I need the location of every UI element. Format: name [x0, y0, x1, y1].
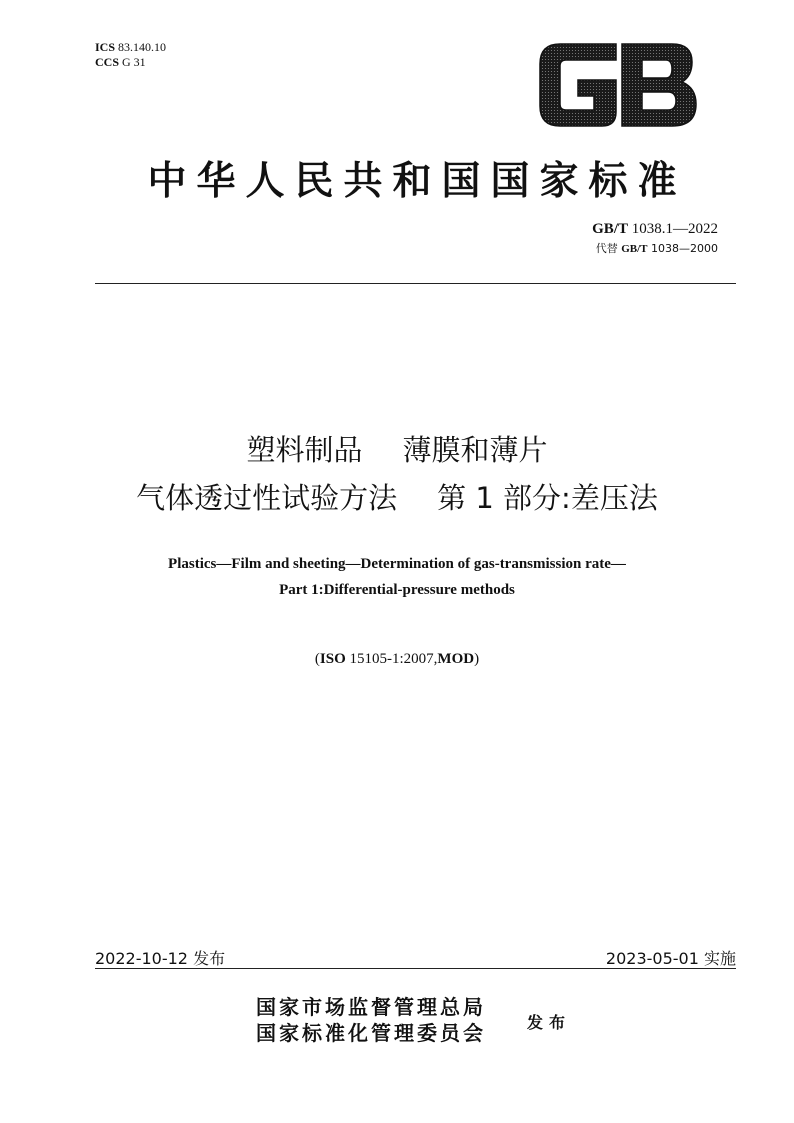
gb-logo-text: GB — [538, 40, 540, 41]
ics-code — [95, 40, 166, 55]
issue-date: 2022-10-12 发布 — [95, 949, 226, 968]
ics-number: 83.140.10 — [118, 40, 167, 54]
iso-label: ISO — [319, 651, 346, 667]
implementation-date: 2023-05-01 实施 — [605, 949, 736, 968]
publish-label: 发布 — [527, 1013, 572, 1032]
chinese-title-line2 — [0, 474, 794, 522]
issuer-2: 国家标准化管理委员会 — [256, 1021, 486, 1045]
header-divider — [95, 283, 736, 284]
iso-separator: , — [433, 651, 438, 667]
ics-label: ICS — [95, 40, 116, 54]
replaces-label: 代替 — [595, 242, 618, 255]
english-title — [0, 551, 794, 603]
standard-type-title: 中华人民共和国国家标准 — [147, 158, 687, 204]
iso-mod: MOD — [437, 651, 475, 667]
iso-open-paren: ( — [314, 651, 320, 667]
iso-close-paren: ) — [474, 651, 480, 667]
issuing-authorities — [256, 994, 486, 1046]
ccs-code — [95, 55, 166, 70]
chinese-title — [0, 426, 794, 522]
standard-number — [592, 220, 718, 239]
standard-number-block — [592, 220, 718, 259]
chinese-title-line1 — [0, 426, 794, 474]
english-title-line1: Plastics—Film and sheeting—Determination of gas-transmission rate— — [168, 556, 626, 572]
english-title-line2: Part 1:Differential-pressure methods — [279, 582, 515, 598]
replaces-code: 1038—2000 — [651, 242, 718, 255]
replaces-standard — [592, 239, 718, 259]
ccs-number: G 31 — [122, 55, 146, 69]
footer-divider — [95, 968, 736, 969]
gb-logo-icon — [538, 40, 698, 130]
chinese-title-line2-part1: 气体透过性试验方法 — [136, 481, 398, 515]
iso-reference — [0, 651, 794, 668]
standard-prefix: GB/T — [592, 221, 628, 237]
chinese-title-line1-part1: 塑料制品 — [246, 433, 363, 467]
standard-code: 1038.1—2022 — [631, 221, 718, 237]
ccs-label: CCS — [95, 55, 120, 69]
chinese-title-line2-part2: 第 1 部分:差压法 — [437, 481, 658, 515]
replaces-prefix: GB/T — [621, 243, 648, 255]
issuer-1: 国家市场监督管理总局 — [256, 995, 486, 1019]
chinese-title-line1-part2: 薄膜和薄片 — [402, 433, 548, 467]
classification-codes — [95, 40, 166, 70]
iso-number: 15105-1:2007 — [349, 651, 434, 667]
